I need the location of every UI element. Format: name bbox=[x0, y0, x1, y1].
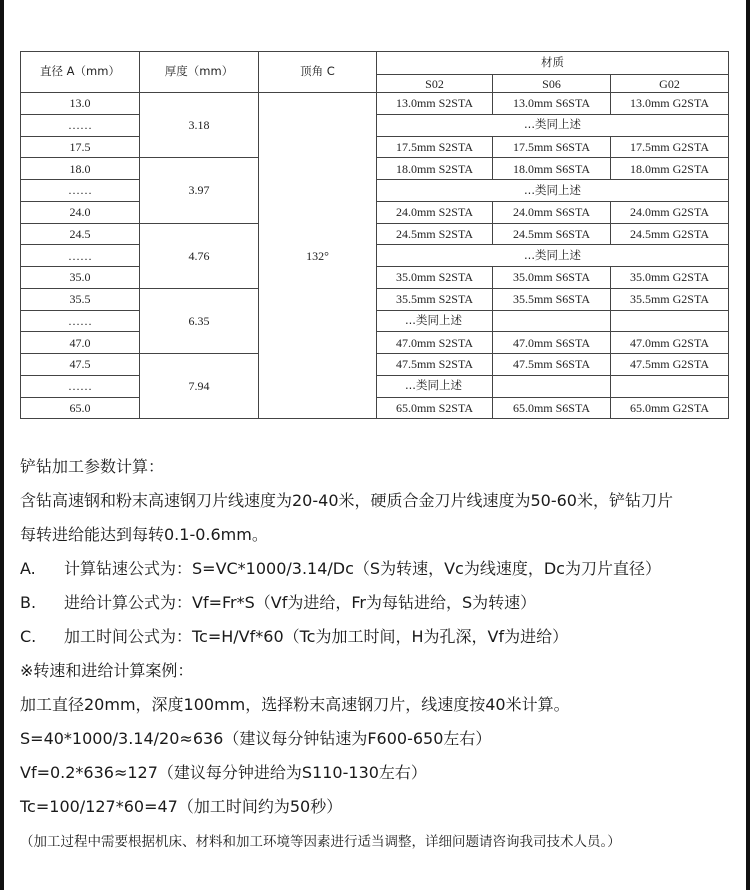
diameter-cell: 35.0 bbox=[21, 267, 140, 289]
model-cell-s06: 35.5mm S6STA bbox=[493, 288, 611, 310]
model-cell-s02: 17.5mm S2STA bbox=[377, 136, 493, 158]
model-cell-s02: 13.0mm S2STA bbox=[377, 93, 493, 115]
formula-text: 进给计算公式为：Vf=Fr*S（Vf为进给，Fr为每钻进给，S为转速） bbox=[64, 593, 537, 612]
model-cell-s02: 18.0mm S2STA bbox=[377, 158, 493, 180]
model-cell-s02: 24.0mm S2STA bbox=[377, 201, 493, 223]
model-cell-s02: 47.5mm S2STA bbox=[377, 354, 493, 376]
header-material: 材质 bbox=[377, 52, 729, 75]
formula-text: 计算钻速公式为：S=VC*1000/3.14/Dc（S为转速，Vc为线速度，Dc为刀片直径） bbox=[64, 559, 661, 578]
diameter-cell: 35.5 bbox=[21, 288, 140, 310]
formula-item-c bbox=[20, 624, 568, 647]
formula-item-b bbox=[20, 590, 536, 613]
header-material-g02: G02 bbox=[611, 75, 729, 93]
model-cell-g02: 24.0mm G2STA bbox=[611, 201, 729, 223]
formula-letter: C. bbox=[20, 627, 37, 646]
paragraph-line-2: 每转进给能达到每转0.1-0.6mm。 bbox=[20, 525, 268, 544]
model-cell-s06: 47.0mm S6STA bbox=[493, 332, 611, 354]
diameter-cell: 13.0 bbox=[21, 93, 140, 115]
thickness-cell: 3.18 bbox=[140, 93, 259, 158]
left-border bbox=[0, 0, 4, 890]
diameter-cell: …… bbox=[21, 375, 140, 397]
model-cell-s02: 35.0mm S2STA bbox=[377, 267, 493, 289]
model-cell-g02: 24.5mm G2STA bbox=[611, 223, 729, 245]
model-cell-g02: 35.5mm G2STA bbox=[611, 288, 729, 310]
model-cell-g02: 17.5mm G2STA bbox=[611, 136, 729, 158]
header-material-s02: S02 bbox=[377, 75, 493, 93]
example-line-3: Vf=0.2*636≈127（建议每分钟进给为S110-130左右） bbox=[20, 763, 427, 782]
model-cell-g02: 65.0mm G2STA bbox=[611, 397, 729, 419]
empty-cell bbox=[611, 310, 729, 332]
model-cell-s02: 65.0mm S2STA bbox=[377, 397, 493, 419]
diameter-cell: 24.5 bbox=[21, 223, 140, 245]
model-cell-s06: 24.5mm S6STA bbox=[493, 223, 611, 245]
model-cell-s06: 17.5mm S6STA bbox=[493, 136, 611, 158]
diameter-cell: 65.0 bbox=[21, 397, 140, 419]
empty-cell bbox=[493, 375, 611, 397]
diameter-cell: 24.0 bbox=[21, 201, 140, 223]
top-margin bbox=[0, 0, 750, 28]
section-heading: 铲钻加工参数计算： bbox=[20, 457, 165, 476]
formula-letter: A. bbox=[20, 559, 36, 578]
model-cell-g02: 18.0mm G2STA bbox=[611, 158, 729, 180]
thickness-cell: 4.76 bbox=[140, 223, 259, 288]
diameter-cell: 18.0 bbox=[21, 158, 140, 180]
model-cell-s02: 47.0mm S2STA bbox=[377, 332, 493, 354]
diameter-cell: 47.5 bbox=[21, 354, 140, 376]
angle-cell: 132° bbox=[259, 93, 377, 419]
model-cell-s06: 18.0mm S6STA bbox=[493, 158, 611, 180]
spec-table bbox=[20, 51, 729, 419]
empty-cell bbox=[493, 310, 611, 332]
example-line-1: 加工直径20mm，深度100mm，选择粉末高速钢刀片，线速度按40米计算。 bbox=[20, 695, 570, 714]
model-cell-s02: 24.5mm S2STA bbox=[377, 223, 493, 245]
same-as-above-cell: ...类同上述 bbox=[377, 114, 729, 136]
formula-item-a bbox=[20, 556, 661, 579]
header-angle: 顶角 C bbox=[259, 52, 377, 93]
header-diameter: 直径 A（mm） bbox=[21, 52, 140, 93]
same-as-above-cell: ...类同上述 bbox=[377, 310, 493, 332]
model-cell-g02: 13.0mm G2STA bbox=[611, 93, 729, 115]
formula-letter: B. bbox=[20, 593, 37, 612]
example-title: ※转速和进给计算案例： bbox=[20, 661, 194, 680]
model-cell-s06: 24.0mm S6STA bbox=[493, 201, 611, 223]
model-cell-s06: 65.0mm S6STA bbox=[493, 397, 611, 419]
model-cell-g02: 47.5mm G2STA bbox=[611, 354, 729, 376]
header-material-s06: S06 bbox=[493, 75, 611, 93]
example-line-4: Tc=100/127*60=47（加工时间约为50秒） bbox=[20, 797, 343, 816]
thickness-cell: 6.35 bbox=[140, 288, 259, 353]
example-line-2: S=40*1000/3.14/20≈636（建议每分钟钻速为F600-650左右） bbox=[20, 729, 492, 748]
same-as-above-cell: ...类同上述 bbox=[377, 245, 729, 267]
paragraph-line-1: 含钻高速钢和粉末高速钢刀片线速度为20-40米，硬质合金刀片线速度为50-60米，铲钻刀片 bbox=[20, 491, 673, 510]
diameter-cell: 47.0 bbox=[21, 332, 140, 354]
model-cell-g02: 47.0mm G2STA bbox=[611, 332, 729, 354]
header-row bbox=[21, 52, 729, 75]
model-cell-s02: 35.5mm S2STA bbox=[377, 288, 493, 310]
model-cell-g02: 35.0mm G2STA bbox=[611, 267, 729, 289]
formula-text: 加工时间公式为：Tc=H/Vf*60（Tc为加工时间，H为孔深，Vf为进给） bbox=[64, 627, 569, 646]
table-row bbox=[21, 93, 729, 115]
thickness-cell: 7.94 bbox=[140, 354, 259, 419]
same-as-above-cell: ...类同上述 bbox=[377, 375, 493, 397]
same-as-above-cell: ...类同上述 bbox=[377, 180, 729, 202]
diameter-cell: …… bbox=[21, 114, 140, 136]
diameter-cell: …… bbox=[21, 245, 140, 267]
header-thickness: 厚度（mm） bbox=[140, 52, 259, 93]
right-border bbox=[746, 0, 750, 890]
thickness-cell: 3.97 bbox=[140, 158, 259, 223]
diameter-cell: 17.5 bbox=[21, 136, 140, 158]
model-cell-s06: 47.5mm S6STA bbox=[493, 354, 611, 376]
model-cell-s06: 35.0mm S6STA bbox=[493, 267, 611, 289]
diameter-cell: …… bbox=[21, 310, 140, 332]
diameter-cell: …… bbox=[21, 180, 140, 202]
model-cell-s06: 13.0mm S6STA bbox=[493, 93, 611, 115]
empty-cell bbox=[611, 375, 729, 397]
adjustment-note: （加工过程中需要根据机床、材料和加工环境等因素进行适当调整，详细问题请咨询我司技术人员。） bbox=[20, 834, 621, 850]
